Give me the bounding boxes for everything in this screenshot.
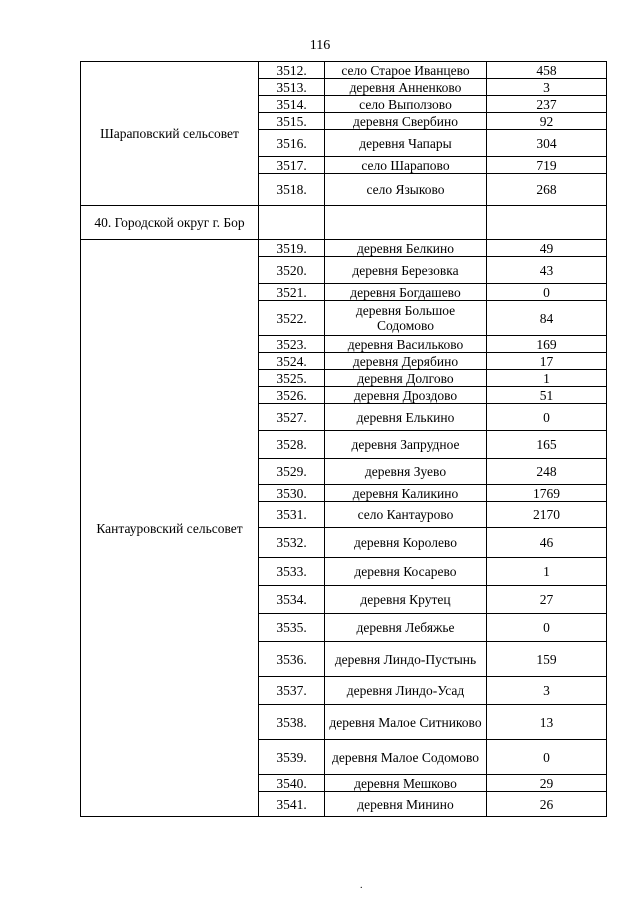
cell-value: 3 [487,79,607,96]
cell-num: 3513. [259,79,325,96]
cell-value: 237 [487,96,607,113]
cell-num: 3535. [259,614,325,642]
cell-value: 84 [487,301,607,336]
cell-num: 3529. [259,459,325,485]
cell-num: 3523. [259,336,325,353]
cell-num: 3540. [259,775,325,792]
cell-value: 29 [487,775,607,792]
cell-value: 165 [487,431,607,459]
cell-name: деревня Запрудное [325,431,487,459]
cell-value: 51 [487,387,607,404]
cell-value: 304 [487,130,607,157]
cell-num: 3514. [259,96,325,113]
cell-value: 1 [487,370,607,387]
cell-value: 159 [487,642,607,677]
cell-name: деревня Белкино [325,240,487,257]
cell-value: 1769 [487,485,607,502]
cell-num: 3536. [259,642,325,677]
cell-num: 3539. [259,740,325,775]
cell-num: 3528. [259,431,325,459]
cell-value: 26 [487,792,607,817]
cell-num: 3541. [259,792,325,817]
empty-cell [259,206,325,240]
table-row [81,62,607,79]
cell-name: село Языково [325,174,487,206]
cell-name: деревня Косарево [325,558,487,586]
cell-name: деревня Свербино [325,113,487,130]
cell-value: 3 [487,677,607,705]
cell-num: 3512. [259,62,325,79]
footer-mark: . [360,880,363,891]
cell-name: деревня Березовка [325,257,487,284]
cell-name: деревня Дроздово [325,387,487,404]
cell-num: 3522. [259,301,325,336]
cell-value: 49 [487,240,607,257]
cell-value: 46 [487,528,607,558]
cell-name: деревня Линдо-Усад [325,677,487,705]
cell-name: село Кантаурово [325,502,487,528]
cell-name: деревня Богдашево [325,284,487,301]
cell-value: 169 [487,336,607,353]
cell-name: деревня Зуево [325,459,487,485]
council-name: Шараповский сельсовет [81,62,259,206]
cell-name: деревня Линдо-Пустынь [325,642,487,677]
table-body-kant [81,240,607,817]
cell-num: 3533. [259,558,325,586]
cell-name: деревня Чапары [325,130,487,157]
cell-num: 3518. [259,174,325,206]
cell-num: 3526. [259,387,325,404]
cell-value: 43 [487,257,607,284]
cell-name: деревня Анненково [325,79,487,96]
cell-value: 719 [487,157,607,174]
cell-name: деревня Васильково [325,336,487,353]
cell-name: село Выползово [325,96,487,113]
cell-value: 0 [487,404,607,431]
cell-num: 3532. [259,528,325,558]
cell-name: деревня Крутец [325,586,487,614]
cell-name: деревня Большое Содомово [325,301,487,336]
cell-name: деревня Мешково [325,775,487,792]
district-heading-row [81,206,607,240]
empty-cell [487,206,607,240]
settlement-table [80,61,607,817]
empty-cell [325,206,487,240]
cell-value: 0 [487,284,607,301]
page-number: 116 [309,38,331,53]
cell-num: 3527. [259,404,325,431]
cell-num: 3534. [259,586,325,614]
council-name: Кантауровский сельсовет [81,240,259,817]
cell-name: деревня Долгово [325,370,487,387]
cell-num: 3515. [259,113,325,130]
cell-num: 3517. [259,157,325,174]
cell-num: 3524. [259,353,325,370]
cell-value: 268 [487,174,607,206]
cell-name: село Шарапово [325,157,487,174]
cell-num: 3516. [259,130,325,157]
cell-num: 3525. [259,370,325,387]
cell-value: 17 [487,353,607,370]
cell-value: 0 [487,740,607,775]
cell-name: деревня Малое Содомово [325,740,487,775]
cell-value: 248 [487,459,607,485]
cell-value: 1 [487,558,607,586]
cell-num: 3530. [259,485,325,502]
cell-value: 13 [487,705,607,740]
cell-num: 3531. [259,502,325,528]
table-row [81,240,607,257]
cell-num: 3520. [259,257,325,284]
cell-value: 2170 [487,502,607,528]
cell-value: 458 [487,62,607,79]
cell-name: деревня Малое Ситниково [325,705,487,740]
table-body-shar [81,62,607,206]
cell-name: село Старое Иванцево [325,62,487,79]
cell-num: 3537. [259,677,325,705]
cell-value: 92 [487,113,607,130]
cell-name: деревня Елькино [325,404,487,431]
cell-name: деревня Минино [325,792,487,817]
cell-value: 0 [487,614,607,642]
cell-num: 3538. [259,705,325,740]
cell-name: деревня Каликино [325,485,487,502]
cell-value: 27 [487,586,607,614]
cell-num: 3521. [259,284,325,301]
cell-name: деревня Королево [325,528,487,558]
district-heading: 40. Городской округ г. Бор [81,206,259,240]
cell-name: деревня Лебяжье [325,614,487,642]
cell-name: деревня Дерябино [325,353,487,370]
cell-num: 3519. [259,240,325,257]
